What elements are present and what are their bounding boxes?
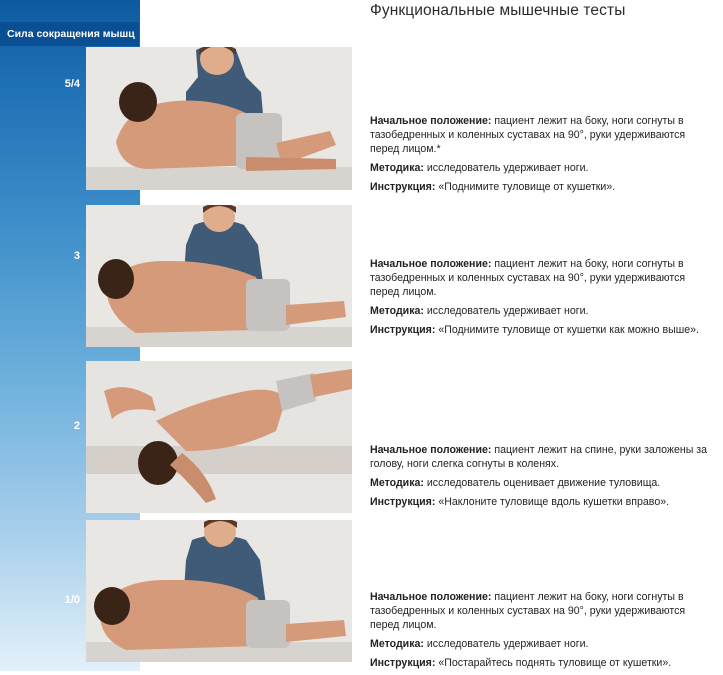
method: Методика: исследователь удерживает ноги.: [370, 638, 589, 650]
test-photo: [86, 361, 352, 513]
test-description: [370, 443, 715, 514]
instruction: Инструкция: «Поднимите туловище от кушетки как можно выше».: [370, 324, 699, 336]
side-lying-trunk-raise-photo: [86, 47, 352, 190]
supine-trunk-bend-photo: [86, 361, 352, 513]
grade-label: 3: [73, 250, 80, 262]
grade-label: 2: [73, 420, 80, 432]
test-photo: [86, 47, 352, 190]
instruction: Инструкция: «Поднимите туловище от кушетки».: [370, 181, 616, 193]
instruction: Инструкция: «Постарайтесь поднять туловище от кушетки».: [370, 657, 672, 669]
method: Методика: исследователь удерживает ноги.: [370, 162, 589, 174]
method: Методика: исследователь оценивает движение туловища.: [370, 477, 661, 489]
test-description: [370, 257, 715, 342]
start-position: Начальное положение: пациент лежит на боку, ноги согнуты в тазобедренных и коленных суставах на 90°, руки удерживаются перед лицом.: [370, 258, 686, 298]
test-photo: [86, 205, 352, 347]
start-position: Начальное положение: пациент лежит на боку, ноги согнуты в тазобедренных и коленных суставах на 90°, руки удерживаются перед лицом.*: [370, 115, 686, 155]
method: Методика: исследователь удерживает ноги.: [370, 305, 589, 317]
test-description: [370, 114, 715, 199]
test-photo: [86, 520, 352, 662]
side-lying-trunk-raise-photo: [86, 205, 352, 347]
grade-label: 1/0: [64, 594, 80, 606]
side-lying-trunk-raise-photo: [86, 520, 352, 662]
start-position: Начальное положение: пациент лежит на боку, ноги согнуты в тазобедренных и коленных суставах на 90°, руки удерживаются перед лицом.: [370, 591, 686, 631]
start-position: Начальное положение: пациент лежит на спине, руки заложены за голову, ноги слегка согнуты в коленях.: [370, 444, 708, 470]
instruction: Инструкция: «Наклоните туловище вдоль кушетки вправо».: [370, 496, 670, 508]
test-description: [370, 590, 715, 675]
grade-label: 5/4: [64, 78, 80, 90]
sidebar-header: Сила сокращения мышц: [0, 22, 139, 46]
page-title: Функциональные мышечные тесты: [370, 2, 626, 19]
